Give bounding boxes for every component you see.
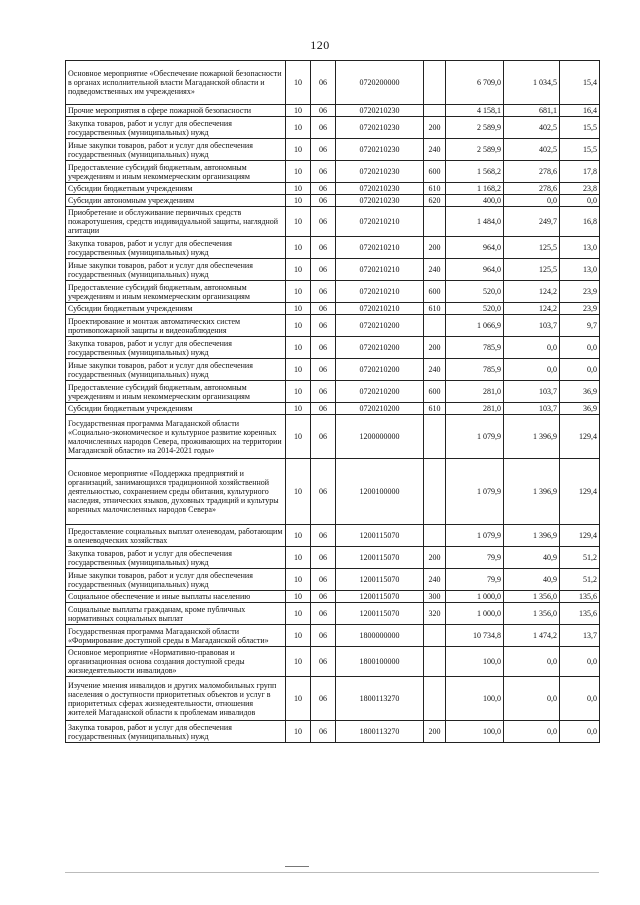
cell-name: Закупка товаров, работ и услуг для обеспечения государственных (муниципальных) нужд (66, 117, 286, 139)
cell-fact: 402,5 (504, 139, 560, 161)
cell-pct: 9,7 (560, 315, 600, 337)
cell-fact: 125,5 (504, 237, 560, 259)
cell-plan: 520,0 (446, 303, 504, 315)
cell-csr: 0720200000 (336, 61, 424, 105)
cell-name: Закупка товаров, работ и услуг для обеспечения государственных (муниципальных) нужд (66, 547, 286, 569)
cell-fact: 0,0 (504, 677, 560, 721)
cell-rz: 10 (286, 625, 311, 647)
table-row (66, 259, 600, 281)
budget-table (65, 60, 600, 743)
table-row (66, 61, 600, 105)
table-row (66, 195, 600, 207)
table-row (66, 337, 600, 359)
cell-csr: 1200115070 (336, 591, 424, 603)
cell-csr: 1800113270 (336, 677, 424, 721)
cell-fact: 0,0 (504, 195, 560, 207)
cell-csr: 1200115070 (336, 603, 424, 625)
cell-csr: 0720210230 (336, 161, 424, 183)
cell-name: Социальные выплаты гражданам, кроме публичных нормативных социальных выплат (66, 603, 286, 625)
cell-prz: 06 (311, 359, 336, 381)
cell-vr (424, 207, 446, 237)
cell-rz: 10 (286, 139, 311, 161)
cell-prz: 06 (311, 525, 336, 547)
cell-vr (424, 315, 446, 337)
cell-prz: 06 (311, 591, 336, 603)
cell-prz: 06 (311, 237, 336, 259)
cell-plan: 100,0 (446, 721, 504, 743)
cell-plan: 1 568,2 (446, 161, 504, 183)
cell-vr: 200 (424, 547, 446, 569)
cell-plan: 1 079,9 (446, 415, 504, 459)
cell-plan: 281,0 (446, 381, 504, 403)
cell-prz: 06 (311, 403, 336, 415)
cell-csr: 0720210230 (336, 105, 424, 117)
table-row (66, 281, 600, 303)
cell-rz: 10 (286, 603, 311, 625)
cell-vr (424, 415, 446, 459)
cell-csr: 0720210210 (336, 281, 424, 303)
cell-prz: 06 (311, 569, 336, 591)
cell-pct: 0,0 (560, 647, 600, 677)
cell-pct: 13,7 (560, 625, 600, 647)
cell-fact: 1 356,0 (504, 591, 560, 603)
cell-name: Иные закупки товаров, работ и услуг для обеспечения государственных (муниципальных) нужд (66, 139, 286, 161)
cell-fact: 40,9 (504, 547, 560, 569)
cell-rz: 10 (286, 647, 311, 677)
cell-name: Предоставление социальных выплат оленеводам, работающим в оленеводческих хозяйствах (66, 525, 286, 547)
cell-fact: 103,7 (504, 315, 560, 337)
cell-name: Субсидии бюджетным учреждениям (66, 403, 286, 415)
cell-rz: 10 (286, 415, 311, 459)
table-row (66, 415, 600, 459)
table-row (66, 237, 600, 259)
table-row (66, 625, 600, 647)
table-row (66, 183, 600, 195)
footer-line (65, 872, 599, 873)
table-row (66, 207, 600, 237)
cell-fact: 278,6 (504, 161, 560, 183)
cell-rz: 10 (286, 61, 311, 105)
cell-vr: 240 (424, 359, 446, 381)
cell-pct: 15,5 (560, 117, 600, 139)
cell-plan: 964,0 (446, 259, 504, 281)
cell-plan: 785,9 (446, 359, 504, 381)
cell-pct: 13,0 (560, 237, 600, 259)
cell-fact: 1 474,2 (504, 625, 560, 647)
cell-vr (424, 525, 446, 547)
cell-csr: 0720210200 (336, 403, 424, 415)
cell-vr: 240 (424, 259, 446, 281)
cell-fact: 1 396,9 (504, 459, 560, 525)
cell-pct: 23,9 (560, 281, 600, 303)
cell-fact: 124,2 (504, 281, 560, 303)
cell-vr (424, 677, 446, 721)
cell-fact: 125,5 (504, 259, 560, 281)
cell-prz: 06 (311, 415, 336, 459)
table-row (66, 459, 600, 525)
cell-prz: 06 (311, 603, 336, 625)
cell-rz: 10 (286, 381, 311, 403)
cell-plan: 1 484,0 (446, 207, 504, 237)
cell-prz: 06 (311, 721, 336, 743)
cell-rz: 10 (286, 569, 311, 591)
cell-pct: 0,0 (560, 677, 600, 721)
cell-pct: 135,6 (560, 591, 600, 603)
cell-prz: 06 (311, 259, 336, 281)
cell-csr: 1200100000 (336, 459, 424, 525)
cell-fact: 402,5 (504, 117, 560, 139)
cell-vr: 200 (424, 721, 446, 743)
cell-pct: 0,0 (560, 721, 600, 743)
cell-prz: 06 (311, 337, 336, 359)
cell-name: Иные закупки товаров, работ и услуг для обеспечения государственных (муниципальных) нужд (66, 359, 286, 381)
cell-vr: 200 (424, 337, 446, 359)
cell-prz: 06 (311, 459, 336, 525)
cell-pct: 129,4 (560, 415, 600, 459)
cell-name: Закупка товаров, работ и услуг для обеспечения государственных (муниципальных) нужд (66, 721, 286, 743)
cell-name: Социальное обеспечение и иные выплаты населению (66, 591, 286, 603)
cell-prz: 06 (311, 139, 336, 161)
cell-vr (424, 105, 446, 117)
cell-csr: 1800113270 (336, 721, 424, 743)
cell-csr: 0720210230 (336, 139, 424, 161)
cell-name: Субсидии автономным учреждениям (66, 195, 286, 207)
cell-plan: 1 066,9 (446, 315, 504, 337)
cell-vr: 620 (424, 195, 446, 207)
cell-plan: 79,9 (446, 569, 504, 591)
cell-prz: 06 (311, 207, 336, 237)
cell-name: Основное мероприятие «Нормативно-правовая и организационная основа создания доступной среды жизнедеятельности инвалидов» (66, 647, 286, 677)
cell-vr (424, 647, 446, 677)
cell-name: Предоставление субсидий бюджетным, автономным учреждениям и иным некоммерческим организациям (66, 161, 286, 183)
cell-vr: 610 (424, 403, 446, 415)
cell-pct: 15,5 (560, 139, 600, 161)
cell-pct: 23,8 (560, 183, 600, 195)
cell-fact: 278,6 (504, 183, 560, 195)
cell-vr (424, 61, 446, 105)
cell-name: Приобретение и обслуживание первичных средств пожаротушения, средств индивидуальной защиты, наглядной агитации (66, 207, 286, 237)
cell-fact: 40,9 (504, 569, 560, 591)
cell-csr: 0720210210 (336, 207, 424, 237)
cell-pct: 51,2 (560, 547, 600, 569)
table-row (66, 525, 600, 547)
cell-vr: 200 (424, 237, 446, 259)
page-number: 120 (310, 38, 330, 52)
cell-csr: 0720210210 (336, 237, 424, 259)
cell-csr: 0720210200 (336, 381, 424, 403)
cell-csr: 0720210200 (336, 359, 424, 381)
cell-fact: 0,0 (504, 359, 560, 381)
cell-vr: 600 (424, 161, 446, 183)
cell-rz: 10 (286, 721, 311, 743)
table-row (66, 721, 600, 743)
cell-csr: 1200000000 (336, 415, 424, 459)
cell-rz: 10 (286, 547, 311, 569)
cell-prz: 06 (311, 105, 336, 117)
table-row (66, 117, 600, 139)
cell-vr (424, 625, 446, 647)
cell-fact: 1 034,5 (504, 61, 560, 105)
cell-rz: 10 (286, 403, 311, 415)
cell-plan: 2 589,9 (446, 139, 504, 161)
cell-plan: 6 709,0 (446, 61, 504, 105)
cell-rz: 10 (286, 315, 311, 337)
table-row (66, 547, 600, 569)
table-row (66, 569, 600, 591)
cell-vr (424, 459, 446, 525)
table-row (66, 359, 600, 381)
cell-rz: 10 (286, 281, 311, 303)
cell-vr: 240 (424, 569, 446, 591)
cell-plan: 10 734,8 (446, 625, 504, 647)
cell-pct: 0,0 (560, 359, 600, 381)
cell-plan: 400,0 (446, 195, 504, 207)
cell-plan: 785,9 (446, 337, 504, 359)
cell-rz: 10 (286, 105, 311, 117)
cell-pct: 15,4 (560, 61, 600, 105)
cell-rz: 10 (286, 337, 311, 359)
cell-pct: 51,2 (560, 569, 600, 591)
footer-mark (285, 866, 309, 867)
cell-plan: 520,0 (446, 281, 504, 303)
table-row (66, 403, 600, 415)
cell-fact: 1 396,9 (504, 415, 560, 459)
cell-rz: 10 (286, 303, 311, 315)
cell-pct: 17,8 (560, 161, 600, 183)
cell-csr: 0720210230 (336, 183, 424, 195)
table-row (66, 677, 600, 721)
cell-csr: 1200115070 (336, 525, 424, 547)
cell-name: Изучение мнения инвалидов и других маломобильных групп населения о доступности приоритетных объектов и услуг в приоритетных сферах жизнедеятельности, отношения жителей Магаданской области к проблемам инвалидов (66, 677, 286, 721)
cell-pct: 23,9 (560, 303, 600, 315)
cell-pct: 36,9 (560, 381, 600, 403)
cell-vr: 300 (424, 591, 446, 603)
cell-prz: 06 (311, 161, 336, 183)
cell-prz: 06 (311, 647, 336, 677)
cell-plan: 964,0 (446, 237, 504, 259)
cell-name: Прочие мероприятия в сфере пожарной безопасности (66, 105, 286, 117)
cell-fact: 1 396,9 (504, 525, 560, 547)
cell-name: Проектирование и монтаж автоматических систем противопожарной защиты и видеонаблюдения (66, 315, 286, 337)
cell-pct: 16,4 (560, 105, 600, 117)
cell-name: Иные закупки товаров, работ и услуг для обеспечения государственных (муниципальных) нужд (66, 259, 286, 281)
table-row (66, 139, 600, 161)
cell-prz: 06 (311, 625, 336, 647)
cell-prz: 06 (311, 315, 336, 337)
cell-plan: 1 079,9 (446, 459, 504, 525)
cell-name: Предоставление субсидий бюджетным, автономным учреждениям и иным некоммерческим организациям (66, 381, 286, 403)
table-row (66, 105, 600, 117)
cell-pct: 13,0 (560, 259, 600, 281)
cell-plan: 79,9 (446, 547, 504, 569)
cell-name: Субсидии бюджетным учреждениям (66, 303, 286, 315)
cell-vr: 610 (424, 303, 446, 315)
cell-prz: 06 (311, 381, 336, 403)
cell-vr: 240 (424, 139, 446, 161)
cell-vr: 200 (424, 117, 446, 139)
cell-name: Закупка товаров, работ и услуг для обеспечения государственных (муниципальных) нужд (66, 237, 286, 259)
cell-rz: 10 (286, 237, 311, 259)
cell-rz: 10 (286, 207, 311, 237)
cell-prz: 06 (311, 303, 336, 315)
cell-vr: 610 (424, 183, 446, 195)
cell-rz: 10 (286, 525, 311, 547)
cell-plan: 1 168,2 (446, 183, 504, 195)
cell-pct: 36,9 (560, 403, 600, 415)
cell-fact: 249,7 (504, 207, 560, 237)
cell-rz: 10 (286, 677, 311, 721)
cell-fact: 103,7 (504, 381, 560, 403)
cell-plan: 2 589,9 (446, 117, 504, 139)
cell-prz: 06 (311, 281, 336, 303)
table-row (66, 591, 600, 603)
cell-plan: 1 079,9 (446, 525, 504, 547)
cell-rz: 10 (286, 459, 311, 525)
table-row (66, 315, 600, 337)
cell-pct: 129,4 (560, 525, 600, 547)
cell-csr: 1200115070 (336, 569, 424, 591)
cell-name: Субсидии бюджетным учреждениям (66, 183, 286, 195)
cell-csr: 1800100000 (336, 647, 424, 677)
cell-name: Иные закупки товаров, работ и услуг для обеспечения государственных (муниципальных) нужд (66, 569, 286, 591)
cell-fact: 0,0 (504, 647, 560, 677)
cell-vr: 600 (424, 381, 446, 403)
cell-prz: 06 (311, 195, 336, 207)
cell-prz: 06 (311, 117, 336, 139)
cell-pct: 0,0 (560, 195, 600, 207)
cell-fact: 681,1 (504, 105, 560, 117)
table-row (66, 647, 600, 677)
cell-rz: 10 (286, 161, 311, 183)
cell-plan: 100,0 (446, 677, 504, 721)
cell-fact: 0,0 (504, 721, 560, 743)
cell-prz: 06 (311, 61, 336, 105)
cell-plan: 4 158,1 (446, 105, 504, 117)
cell-name: Основное мероприятие «Обеспечение пожарной безопасности в органах исполнительной власти Магаданской области и подведомственных им учреждениях» (66, 61, 286, 105)
cell-fact: 124,2 (504, 303, 560, 315)
cell-vr: 320 (424, 603, 446, 625)
cell-rz: 10 (286, 359, 311, 381)
cell-pct: 135,6 (560, 603, 600, 625)
cell-csr: 0720210230 (336, 117, 424, 139)
cell-fact: 103,7 (504, 403, 560, 415)
cell-rz: 10 (286, 117, 311, 139)
cell-name: Основное мероприятие «Поддержка предприятий и организаций, занимающихся традиционной хозяйственной деятельностью, сохранением среды обитания, культурного наследия, этнических языков, духовных традиций и культуры коренных малочисленных народов Севера» (66, 459, 286, 525)
cell-csr: 1200115070 (336, 547, 424, 569)
cell-prz: 06 (311, 183, 336, 195)
cell-csr: 1800000000 (336, 625, 424, 647)
cell-prz: 06 (311, 677, 336, 721)
cell-plan: 1 000,0 (446, 591, 504, 603)
cell-csr: 0720210210 (336, 259, 424, 281)
cell-prz: 06 (311, 547, 336, 569)
cell-rz: 10 (286, 591, 311, 603)
cell-name: Предоставление субсидий бюджетным, автономным учреждениям и иным некоммерческим организациям (66, 281, 286, 303)
cell-plan: 1 000,0 (446, 603, 504, 625)
cell-pct: 0,0 (560, 337, 600, 359)
cell-csr: 0720210200 (336, 337, 424, 359)
cell-fact: 1 356,0 (504, 603, 560, 625)
cell-plan: 281,0 (446, 403, 504, 415)
cell-vr: 600 (424, 281, 446, 303)
cell-plan: 100,0 (446, 647, 504, 677)
cell-pct: 129,4 (560, 459, 600, 525)
table-row (66, 161, 600, 183)
cell-name: Государственная программа Магаданской области «Формирование доступной среды в Магаданской области» (66, 625, 286, 647)
cell-rz: 10 (286, 259, 311, 281)
cell-csr: 0720210230 (336, 195, 424, 207)
cell-rz: 10 (286, 183, 311, 195)
table-row (66, 303, 600, 315)
cell-csr: 0720210200 (336, 315, 424, 337)
cell-name: Государственная программа Магаданской области «Социально-экономическое и культурное развитие коренных малочисленных народов Севера, проживающих на территории Магаданской области» на 2014-2021 годы» (66, 415, 286, 459)
table-row (66, 381, 600, 403)
table-row (66, 603, 600, 625)
cell-rz: 10 (286, 195, 311, 207)
cell-name: Закупка товаров, работ и услуг для обеспечения государственных (муниципальных) нужд (66, 337, 286, 359)
cell-csr: 0720210210 (336, 303, 424, 315)
cell-fact: 0,0 (504, 337, 560, 359)
cell-pct: 16,8 (560, 207, 600, 237)
